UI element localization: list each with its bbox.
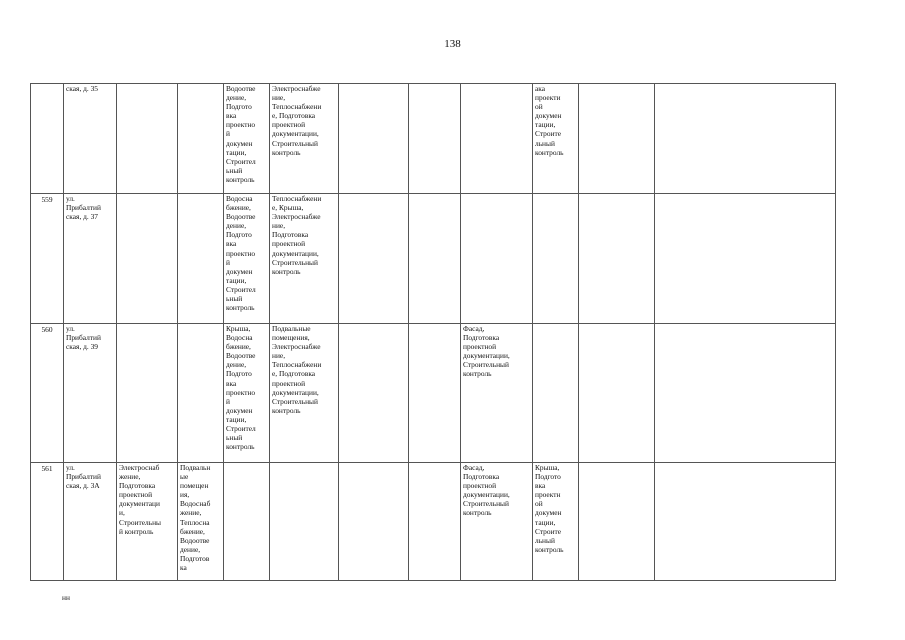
works-cell: Электроснаб жение, Подготовка проектной документаци и, Строительны й контроль (117, 463, 178, 581)
address-cell: ская, д. 35 (64, 84, 117, 194)
works-cell (655, 324, 836, 463)
works-cell: ака проекти ой докумен тации, Строите льный контроль (533, 84, 579, 194)
works-cell (339, 463, 409, 581)
footer-note: нн (62, 593, 70, 602)
address-cell: ул. Прибалтий ская, д. 3А (64, 463, 117, 581)
row-number (31, 84, 64, 194)
works-cell: Электроснабже ние, Теплоснабжени е, Подготовка проектной документации, Строительный контроль (270, 84, 339, 194)
works-cell (655, 194, 836, 324)
works-cell (409, 324, 461, 463)
works-cell (117, 194, 178, 324)
works-cell (178, 84, 224, 194)
repair-schedule-table (30, 83, 836, 581)
works-cell: Водосна бжение, Водоотве дение, Подгото вка проектно й докумен тации, Строител ьный контроль (224, 194, 270, 324)
works-cell (579, 463, 655, 581)
works-cell (270, 463, 339, 581)
works-cell: Фасад, Подготовка проектной документации, Строительный контроль (461, 324, 533, 463)
works-cell (224, 463, 270, 581)
works-cell (579, 194, 655, 324)
page-number: 138 (444, 38, 461, 50)
works-cell (533, 324, 579, 463)
works-cell: Водоотве дение, Подгото вка проектно й докумен тации, Строител ьный контроль (224, 84, 270, 194)
address-cell: ул. Прибалтий ская, д. 37 (64, 194, 117, 324)
address-cell: ул. Прибалтий ская, д. 39 (64, 324, 117, 463)
works-cell: Крыша, Водосна бжение, Водоотве дение, Подгото вка проектно й докумен тации, Строител ьный контроль (224, 324, 270, 463)
works-cell: Подвальные помещения, Электроснабже ние, Теплоснабжени е, Подготовка проектной документации, Строительный контроль (270, 324, 339, 463)
works-cell (409, 84, 461, 194)
works-cell (579, 84, 655, 194)
works-cell: Крыша, Подгото вка проектн ой докумен тации, Строите льный контроль (533, 463, 579, 581)
works-cell (178, 194, 224, 324)
works-cell (117, 324, 178, 463)
row-number: 560 (31, 324, 64, 463)
table-row (31, 84, 836, 194)
works-cell (117, 84, 178, 194)
table-row (31, 324, 836, 463)
works-cell (339, 324, 409, 463)
table-row (31, 194, 836, 324)
works-cell (533, 194, 579, 324)
works-cell (655, 463, 836, 581)
works-cell (178, 324, 224, 463)
works-cell (655, 84, 836, 194)
works-cell (409, 463, 461, 581)
works-cell: Подвальн ые помещен ия, Водоснаб жение, Теплосна бжение, Водоотве дение, Подготов ка (178, 463, 224, 581)
works-cell (579, 324, 655, 463)
works-cell (409, 194, 461, 324)
works-cell (339, 194, 409, 324)
works-cell (461, 194, 533, 324)
works-cell: Фасад, Подготовка проектной документации, Строительный контроль (461, 463, 533, 581)
works-cell (461, 84, 533, 194)
works-cell: Теплоснабжени е, Крыша, Электроснабже ние, Подготовка проектной документации, Строительный контроль (270, 194, 339, 324)
works-cell (339, 84, 409, 194)
table-row (31, 463, 836, 581)
row-number: 561 (31, 463, 64, 581)
row-number: 559 (31, 194, 64, 324)
